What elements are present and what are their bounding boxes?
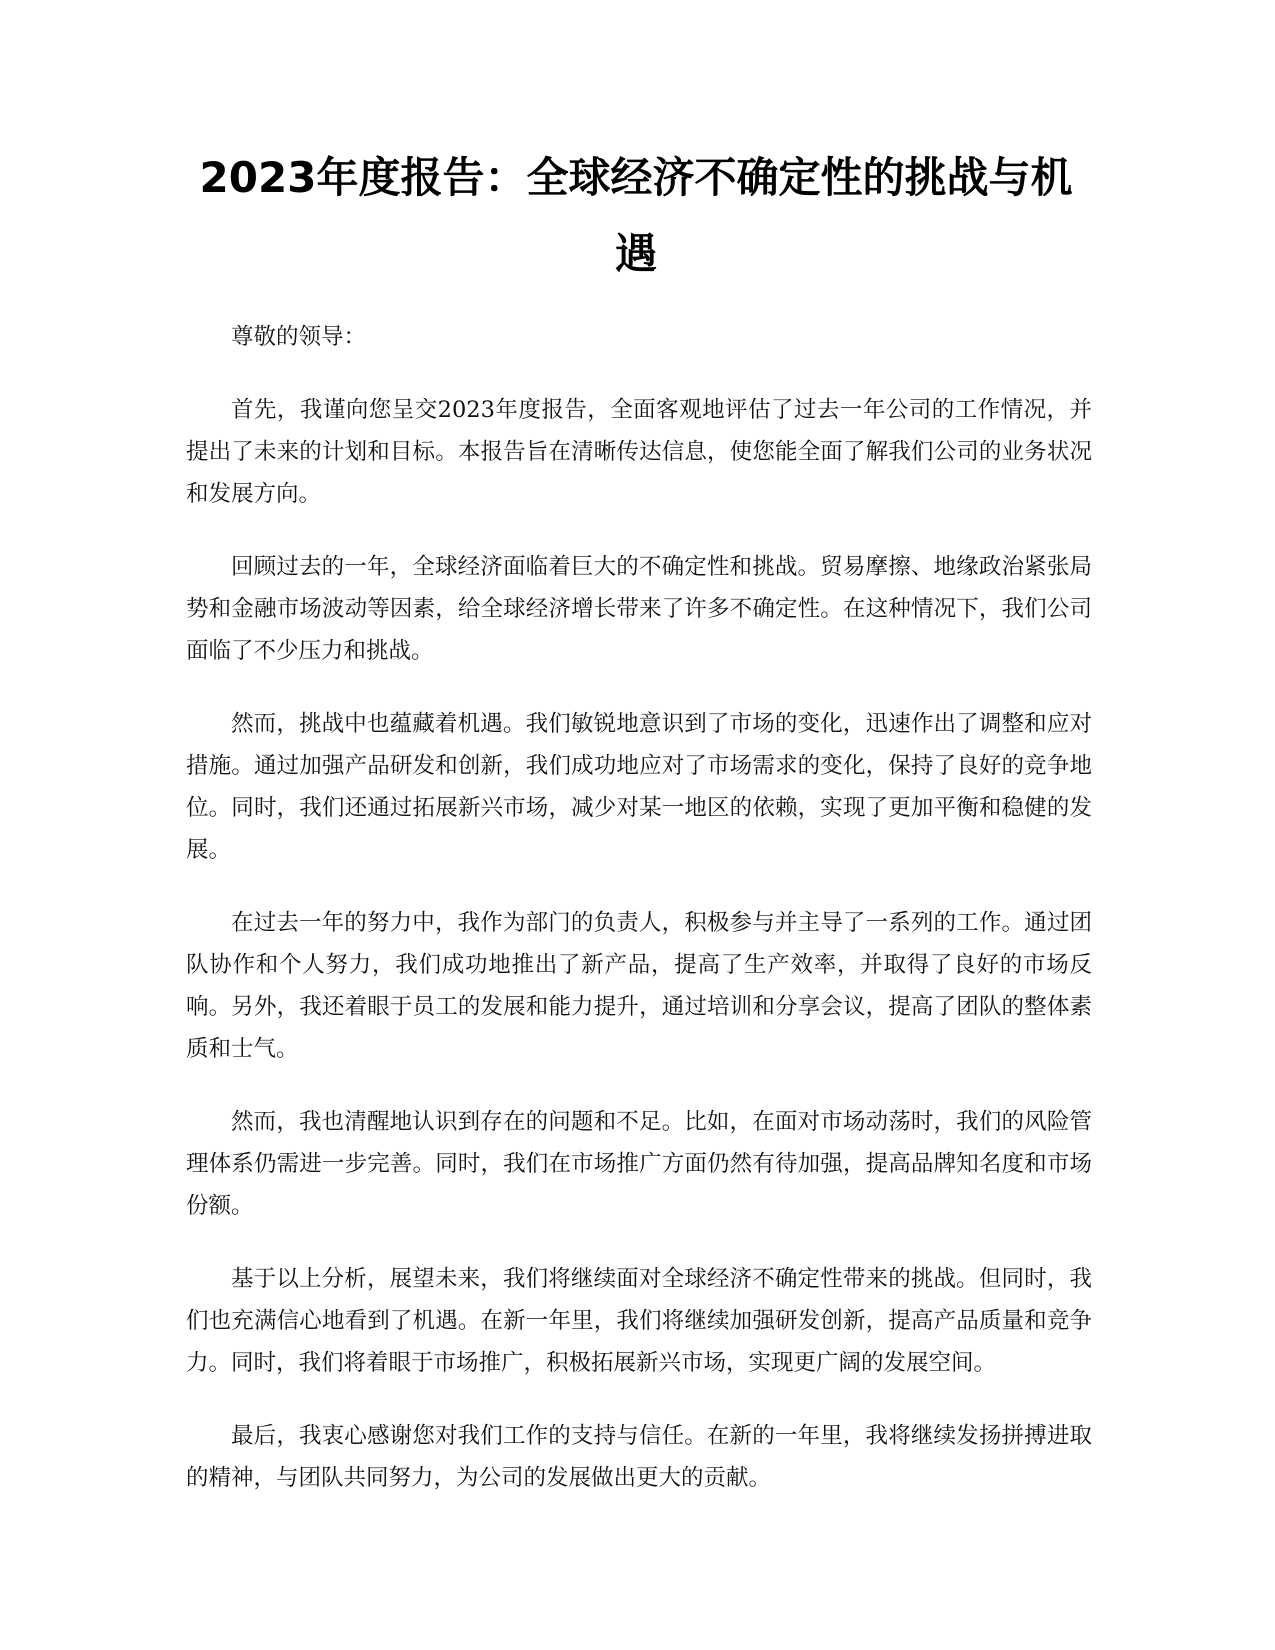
document-title: 2023年度报告：全球经济不确定性的挑战与机遇 [199, 153, 1073, 278]
body-paragraph: 然而，我也清醒地认识到存在的问题和不足。比如，在面对市场动荡时，我们的风险管理体系仍需进一步完善。同时，我们在市场推广方面仍然有待加强，提高品牌知名度和市场份额。 [186, 1109, 1092, 1219]
body-paragraph: 基于以上分析，展望未来，我们将继续面对全球经济不确定性带来的挑战。但同时，我们也充满信心地看到了机遇。在新一年里，我们将继续加强研发创新，提高产品质量和竞争力。同时，我们将着眼于市场推广，积极拓展新兴市场，实现更广阔的发展空间。 [186, 1266, 1092, 1376]
body-paragraph: 首先，我谨向您呈交2023年度报告，全面客观地评估了过去一年公司的工作情况，并提出了未来的计划和目标。本报告旨在清晰传达信息，使您能全面了解我们公司的业务状况和发展方向。 [186, 397, 1092, 507]
salutation-paragraph: 尊敬的领导： [231, 324, 367, 350]
body-paragraph: 在过去一年的努力中，我作为部门的负责人，积极参与并主导了一系列的工作。通过团队协作和个人努力，我们成功地推出了新产品，提高了生产效率，并取得了良好的市场反响。另外，我还着眼于员工的发展和能力提升，通过培训和分享会议，提高了团队的整体素质和士气。 [186, 910, 1092, 1062]
document-body [186, 316, 1092, 1530]
body-paragraph: 然而，挑战中也蕴藏着机遇。我们敏锐地意识到了市场的变化，迅速作出了调整和应对措施。通过加强产品研发和创新，我们成功地应对了市场需求的变化，保持了良好的竞争地位。同时，我们还通过拓展新兴市场，减少对某一地区的依赖，实现了更加平衡和稳健的发展。 [186, 711, 1092, 863]
closing-paragraph: 最后，我衷心感谢您对我们工作的支持与信任。在新的一年里，我将继续发扬拼搏进取的精神，与团队共同努力，为公司的发展做出更大的贡献。 [186, 1423, 1092, 1491]
body-paragraph: 回顾过去的一年，全球经济面临着巨大的不确定性和挑战。贸易摩擦、地缘政治紧张局势和金融市场波动等因素，给全球经济增长带来了许多不确定性。在这种情况下，我们公司面临了不少压力和挑战。 [186, 554, 1092, 664]
